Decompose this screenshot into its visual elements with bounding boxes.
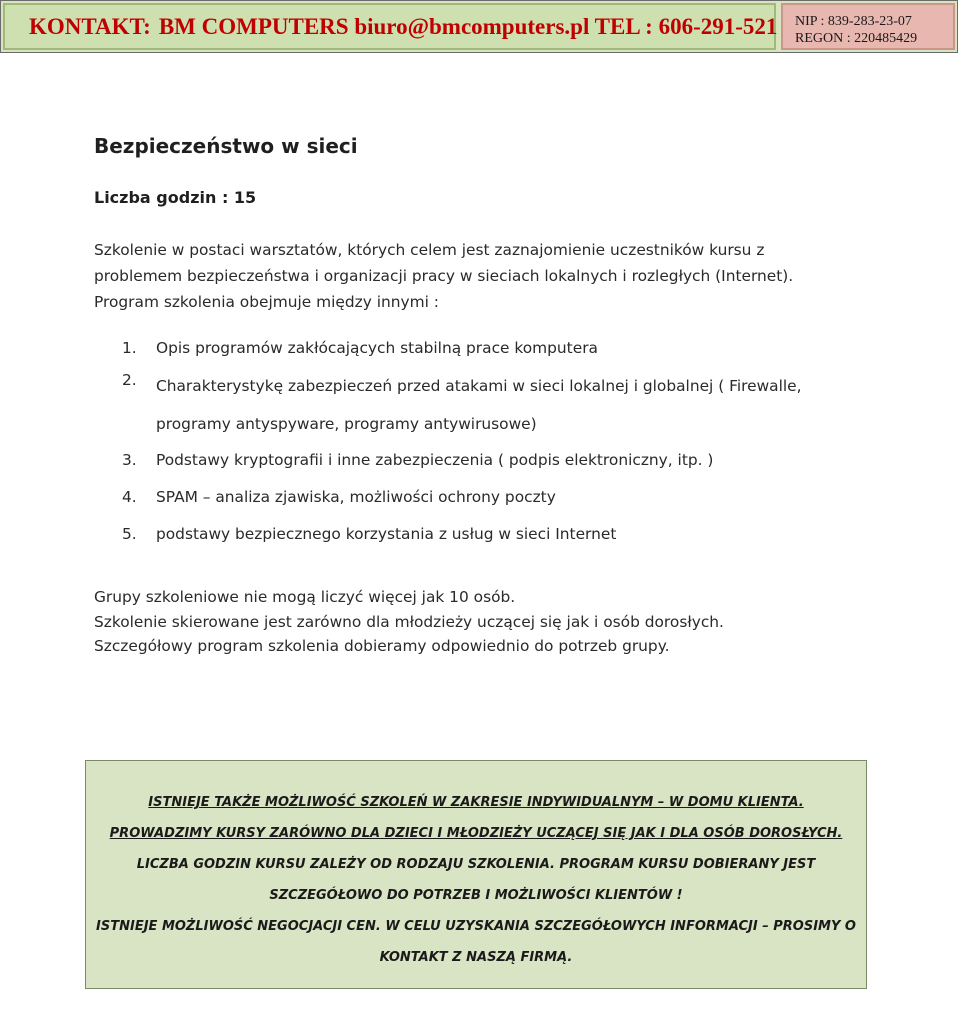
contact-label: KONTAKT:: [29, 13, 151, 39]
list-item-text: Podstawy kryptografii i inne zabezpieczenia ( podpis elektroniczny, itp. ): [156, 451, 714, 469]
info-line: ISTNIEJE MOŻLIWOŚĆ NEGOCJACJI CEN. W CELU UZYSKANIA SZCZEGÓŁOWYCH INFORMACJI – PROSIMY O: [96, 919, 856, 934]
info-line: ISTNIEJE TAKŻE MOŻLIWOŚĆ SZKOLEŃ W ZAKRESIE INDYWIDUALNYM – W DOMU KLIENTA.: [148, 795, 804, 810]
list-item-number: 4.: [122, 488, 137, 506]
list-item: [94, 335, 874, 361]
group-size-note: Grupy szkoleniowe nie mogą liczyć więcej jak 10 osób.: [94, 588, 516, 606]
list-item-number: 1.: [122, 339, 137, 357]
info-box: [85, 760, 867, 989]
list-item-number: 5.: [122, 525, 137, 543]
audience-note: Szkolenie skierowane jest zarówno dla młodzieży uczącej się jak i osób dorosłych.: [94, 612, 724, 631]
list-item: [94, 484, 874, 510]
list-item-text: Charakterystykę zabezpieczeń przed atakami w sieci lokalnej i globalnej ( Firewalle, programy antyspyware, programy antywirusowe): [156, 377, 802, 433]
contact-header: [0, 0, 958, 53]
regon-number: REGON : 220485429: [795, 31, 918, 46]
company-ids: [781, 3, 955, 50]
contact-details: BM COMPUTERS biuro@bmcomputers.pl TEL : 606-291-521: [158, 13, 778, 39]
nip-number: NIP : 839-283-23-07: [795, 14, 912, 29]
list-item-text: Opis programów zakłócających stabilną prace komputera: [156, 339, 598, 357]
info-line: LICZBA GODZIN KURSU ZALEŻY OD RODZAJU SZKOLENIA. PROGRAM KURSU DOBIERANY JEST: [136, 857, 816, 872]
program-note: Szczegółowy program szkolenia dobieramy odpowiednio do potrzeb grupy.: [94, 637, 670, 655]
list-item-text: SPAM – analiza zjawiska, możliwości ochrony poczty: [156, 488, 556, 506]
list-item-number: 2.: [122, 371, 137, 389]
topic-list: [94, 335, 874, 547]
info-line: KONTAKT Z NASZĄ FIRMĄ.: [379, 950, 573, 965]
list-item-text: podstawy bezpiecznego korzystania z usług w sieci Internet: [156, 525, 617, 543]
info-line: PROWADZIMY KURSY ZARÓWNO DLA DZIECI I MŁODZIEŻY UCZĄCEJ SIĘ JAK I DLA OSÓB DOROSŁYCH.: [109, 826, 843, 841]
page-title: Bezpieczeństwo w sieci: [94, 134, 358, 158]
course-intro: Szkolenie w postaci warsztatów, których celem jest zaznajomienie uczestników kursu z problemem bezpieczeństwa i organizacji pracy w sieciach lokalnych i rozległych (Internet). Program szkolenia obejmuje między innymi :: [94, 241, 794, 311]
contact-banner: [3, 3, 776, 50]
list-item: [94, 447, 874, 473]
list-item-number: 3.: [122, 451, 137, 469]
course-notes: [94, 585, 874, 659]
list-item: [94, 521, 874, 547]
course-hours: Liczba godzin : 15: [94, 188, 257, 207]
info-line: SZCZEGÓŁOWO DO POTRZEB I MOŻLIWOŚCI KLIENTÓW !: [269, 888, 683, 903]
list-item: [94, 367, 874, 443]
